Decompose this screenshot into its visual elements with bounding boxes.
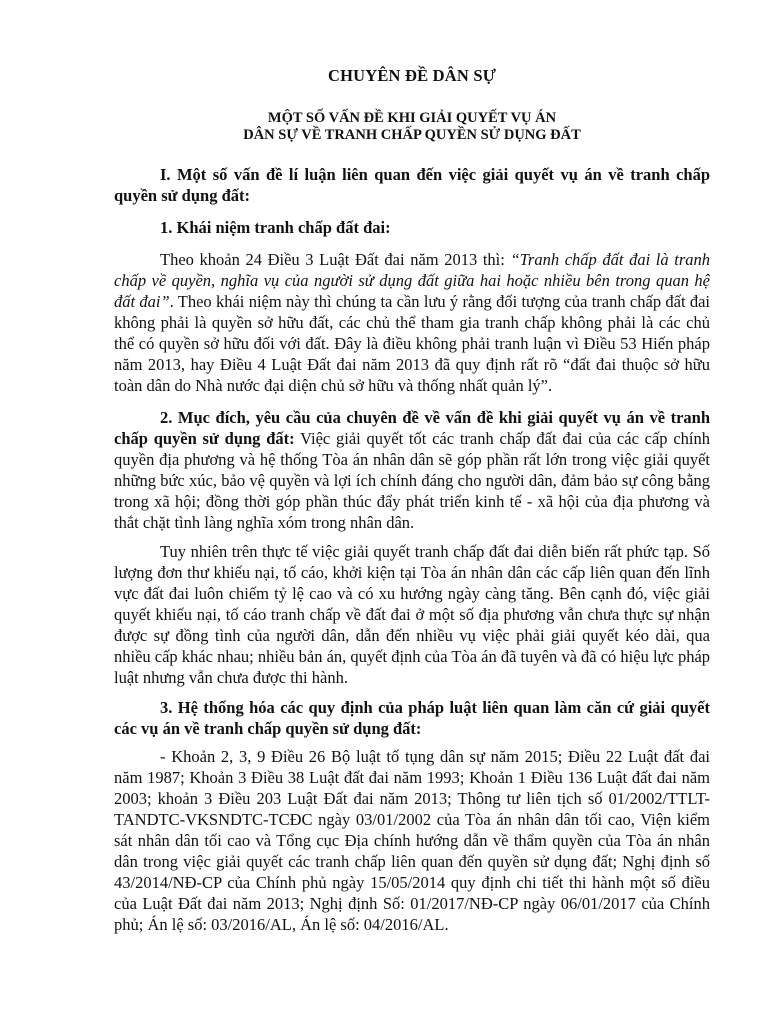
subtitle-line-2: DÂN SỰ VỀ TRANH CHẤP QUYỀN SỬ DỤNG ĐẤT: [243, 127, 581, 143]
section-1-heading: I. Một số vấn đề lí luận liên quan đến việc giải quyết vụ án về tranh chấp quyền sử dụng đất:: [114, 165, 710, 205]
document-subtitle: [114, 110, 710, 144]
subsection-3-heading: 3. Hệ thống hóa các quy định của pháp luật liên quan làm căn cứ giải quyết các vụ án về tranh chấp quyền sử dụng đất:: [114, 698, 710, 738]
legal-basis-list-item: - Khoản 2, 3, 9 Điều 26 Bộ luật tố tụng dân sự năm 2015; Điều 22 Luật đất đai năm 1987; Khoản 3 Điều 38 Luật đất đai năm 1993; Khoản 1 Điều 136 Luật đất đai năm 2003; khoản 3 Điều 203 Luật Đất đai năm 2013; Thông tư liên tịch số 01/2002/TTLT-TANDTC-VKSNDTC-TCĐC ngày 03/01/2002 của Tòa án nhân dân tối cao, Viện kiểm sát nhân dân tối cao và Tổng cục Địa chính hướng dẫn về thẩm quyền của Tòa án nhân dân trong việc giải quyết các tranh chấp liên quan đến quyền sử dụng đất; Nghị định số 43/2014/NĐ-CP của Chính phủ ngày 15/05/2014 quy định chi tiết thi hành một số điều của Luật Đất đai năm 2013; Nghị định Số: 01/2017/NĐ-CP ngày 06/01/2017 của Chính phủ; Án lệ số: 03/2016/AL, Án lệ số: 04/2016/AL.: [114, 747, 710, 934]
purpose-paragraph: [114, 407, 710, 533]
purpose-text: Việc giải quyết tốt các tranh chấp đất đai của các cấp chính quyền địa phương và hệ thống Tòa án nhân dân sẽ góp phần rất lớn trong việc giải quyết những bức xúc, bảo vệ quyền và lợi ích chính đáng cho người dân, đảm bảo sự công bằng trong xã hội; đồng thời góp phần thúc đẩy phát triển kinh tế - xã hội của địa phương và thắt chặt tình làng nghĩa xóm trong nhân dân.: [114, 429, 710, 532]
subtitle-line-1: MỘT SỐ VẤN ĐỀ KHI GIẢI QUYẾT VỤ ÁN: [267, 110, 557, 126]
subsection-2-heading: 2. Mục đích, yêu cầu của chuyên đề về vấn đề khi giải quyết vụ án về tranh chấp quyền sử dụng đất:: [114, 408, 710, 448]
reality-paragraph: Tuy nhiên trên thực tế việc giải quyết tranh chấp đất đai diễn biến rất phức tạp. Số lượng đơn thư khiếu nại, tố cáo, khởi kiện tại Tòa án nhân dân các cấp liên quan đến lĩnh vực đất đai luôn chiếm tỷ lệ cao và có xu hướng ngày càng tăng. Bên cạnh đó, việc giải quyết khiếu nại, tố cáo tranh chấp về đất đai ở một số địa phương vẫn chưa thực sự nhận được sự đồng tình của người dân, dẫn đến nhiều vụ việc phải giải quyết kéo dài, qua nhiều cấp khác nhau; nhiều bản án, quyết định của Tòa án đã tuyên và đã có hiệu lực pháp luật nhưng vẫn chưa được thi hành.: [114, 542, 711, 687]
definition-rest: . Theo khái niệm này thì chúng ta cần lưu ý rằng đối tượng của tranh chấp đất đai không phải là quyền sở hữu đất, các chủ thể tham gia tranh chấp không phải là các chủ thể có quyền sở hữu đối với đất. Đây là điều không phải tranh luận vì Điều 53 Hiến pháp năm 2013, hay Điều 4 Luật Đất đai năm 2013 đã quy định rất rõ “đất đai thuộc sở hữu toàn dân do Nhà nước đại diện chủ sở hữu và thống nhất quản lý”.: [114, 292, 710, 395]
definition-lead: Theo khoản 24 Điều 3 Luật Đất đai năm 2013 thì:: [160, 250, 511, 269]
subsection-1-heading: 1. Khái niệm tranh chấp đất đai:: [160, 218, 391, 237]
document-title: CHUYÊN ĐỀ DÂN SỰ: [327, 66, 497, 85]
definition-quote: “Tranh chấp đất đai là tranh chấp về quyền, nghĩa vụ của người sử dụng đất giữa hai hoặc nhiều bên trong quan hệ đất đai”: [114, 250, 710, 311]
definition-paragraph: [114, 249, 710, 396]
